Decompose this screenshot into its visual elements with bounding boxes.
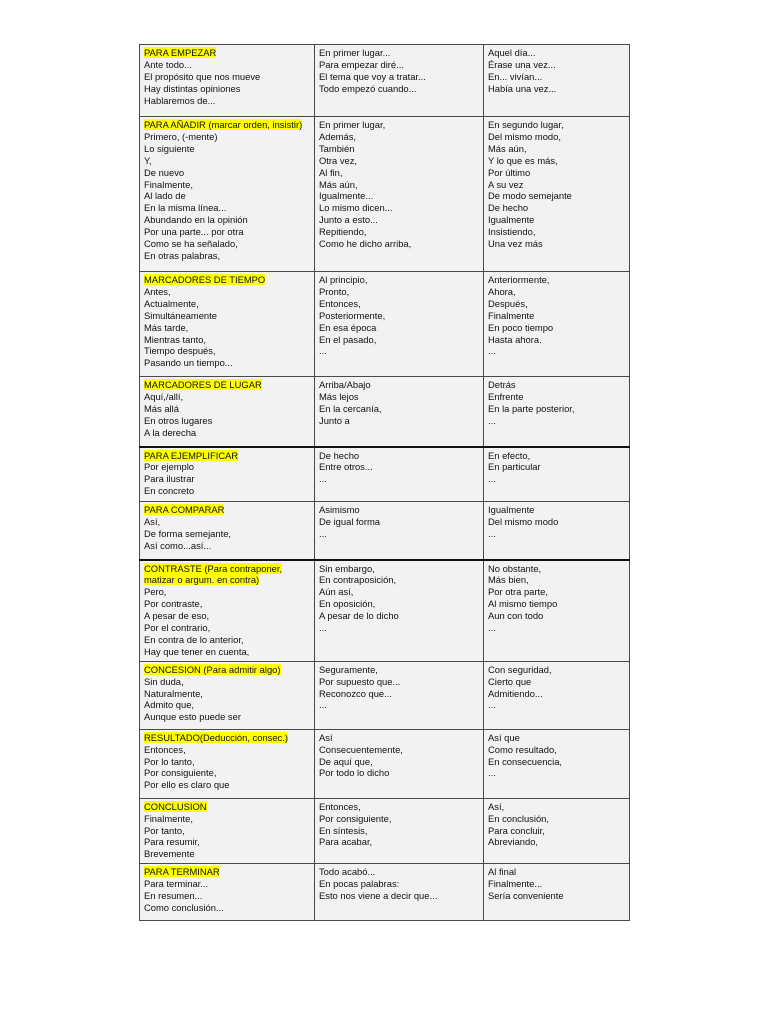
category-label: CONCESION [144, 663, 201, 675]
connector-item: Primero, (-mente) [144, 130, 218, 142]
connector-item: Consecuentemente, [319, 743, 403, 755]
connector-item: Sin embargo, [319, 562, 375, 574]
connector-item: Mientras tanto, [144, 333, 207, 345]
connector-item: Al principio, [319, 274, 368, 285]
connector-item: Aun con todo [488, 610, 544, 622]
category-label: PARA AÑADIR (marcar orden, insistir) [144, 119, 303, 130]
connector-item: En efecto, [488, 449, 531, 461]
connector-item: Y, [144, 154, 152, 166]
category-label: PARA EJEMPLIFICAR [144, 449, 239, 461]
connector-item: Por todo lo dicho [319, 767, 390, 779]
table-row [140, 729, 630, 798]
connector-item: De forma semejante, [144, 527, 232, 539]
connector-cell [315, 864, 484, 921]
connector-item: Para terminar... [144, 878, 209, 890]
connector-item: En oposición, [319, 598, 376, 610]
connector-cell [315, 272, 484, 377]
category-label: MARCADORES DE TIEMPO [144, 274, 266, 285]
connector-item: En la misma línea... [144, 202, 227, 214]
connector-cell [484, 661, 630, 729]
category-label: MARCADORES DE LUGAR [144, 379, 262, 390]
connector-item: Así como...así... [144, 539, 212, 551]
connector-item: Finalmente... [488, 878, 543, 890]
connector-item: En segundo lugar, [488, 119, 564, 130]
connector-item: En otras palabras, [144, 249, 221, 261]
connector-item: Naturalmente, [144, 687, 203, 699]
connector-item: Hay que tener en cuenta, [144, 645, 250, 657]
category-header [144, 504, 310, 516]
connector-item: Para concluir, [488, 824, 545, 836]
connector-item: De hecho [319, 449, 360, 461]
category-cell [140, 272, 315, 377]
connector-item: En pocas palabras: [319, 878, 400, 890]
connector-item: Y lo que es más, [488, 154, 558, 166]
connector-item: Hasta ahora. [488, 333, 542, 345]
connector-cell [484, 560, 630, 662]
connector-item: Por consiguiente, [144, 767, 217, 779]
category-label: PARA EMPEZAR [144, 47, 217, 58]
connector-item: De aquí que, [319, 755, 373, 767]
table-body [140, 45, 630, 921]
connector-item: En contra de lo anterior, [144, 633, 244, 645]
connector-item: Por último [488, 166, 531, 178]
category-header [144, 119, 310, 131]
connector-item: Al final [488, 866, 517, 878]
connector-item: Como resultado, [488, 743, 557, 755]
connector-item: Esto nos viene a decir que... [319, 890, 438, 902]
connector-cell [484, 447, 630, 502]
category-header [144, 664, 310, 676]
connector-item: Como conclusión... [144, 902, 224, 913]
connector-item: ... [488, 414, 496, 426]
connector-item: Al fin, [319, 166, 343, 178]
table-row [140, 447, 630, 502]
connector-item: Arriba/Abajo [319, 379, 371, 390]
connector-item: ... [488, 527, 496, 539]
connector-cell [484, 117, 630, 272]
connector-item: En primer lugar, [319, 119, 386, 130]
connector-item: Pasando un tiempo... [144, 357, 233, 369]
connector-item: Simultáneamente [144, 309, 217, 321]
connector-item: Brevemente [144, 848, 195, 860]
category-header [144, 379, 310, 391]
connector-item: Por ello es claro que [144, 779, 230, 791]
connector-item: Antes, [144, 285, 171, 297]
category-cell [140, 447, 315, 502]
connector-item: ... [488, 767, 496, 779]
category-cell [140, 864, 315, 921]
table-row [140, 377, 630, 447]
connector-item: Hablaremos de... [144, 94, 216, 106]
table-row [140, 117, 630, 272]
connector-item: Para empezar diré... [319, 58, 404, 70]
category-header [144, 47, 310, 59]
connector-item: Por una parte... por otra [144, 226, 244, 238]
category-cell [140, 560, 315, 662]
connector-cell [315, 729, 484, 798]
category-note: (Para admitir algo) [200, 663, 281, 675]
connector-item: Del mismo modo, [488, 130, 561, 142]
connector-item: Tiempo después, [144, 345, 216, 357]
connector-item: De igual forma [319, 515, 380, 527]
connector-item: Como he dicho arriba, [319, 238, 412, 250]
connector-item: En la cercanía, [319, 402, 382, 414]
connector-item: Más tarde, [144, 321, 189, 333]
connector-item: A pesar de eso, [144, 610, 210, 622]
connector-item: ... [488, 473, 496, 485]
connector-item: En poco tiempo [488, 321, 554, 333]
connector-item: ... [488, 345, 496, 357]
connector-item: Posteriormente, [319, 309, 386, 321]
category-label: CONTRASTE [144, 562, 202, 574]
connector-item: No obstante, [488, 562, 542, 574]
table-row [140, 560, 630, 662]
category-cell [140, 661, 315, 729]
connector-item: Así [319, 731, 333, 743]
connector-cell [315, 377, 484, 447]
connector-item: Por consiguiente, [319, 812, 392, 824]
connector-item: Sería conveniente [488, 890, 564, 902]
connector-item: Admito que, [144, 699, 195, 711]
connector-item: Finalmente, [144, 812, 193, 824]
connector-item: Entre otros... [319, 461, 373, 473]
connector-item: Al lado de [144, 190, 186, 202]
connector-item: Todo empezó cuando... [319, 82, 417, 94]
connector-item: Por tanto, [144, 824, 185, 836]
category-cell [140, 117, 315, 272]
connector-item: Por ejemplo [144, 461, 195, 473]
connector-item: Lo siguiente [144, 142, 195, 154]
category-cell [140, 729, 315, 798]
category-header [144, 274, 310, 286]
connector-item: Después, [488, 297, 528, 309]
connector-item: A la derecha [144, 426, 197, 438]
connector-item: Por otra parte, [488, 586, 548, 598]
connector-item: El tema que voy a tratar... [319, 70, 426, 82]
connector-item: ... [488, 699, 496, 711]
connector-item: Aunque esto puede ser [144, 711, 241, 723]
category-label: PARA TERMINAR [144, 866, 220, 878]
category-cell [140, 377, 315, 447]
connector-item: En la parte posterior, [488, 402, 575, 414]
connector-item: Para resumir, [144, 836, 200, 848]
connector-item: Ante todo... [144, 58, 192, 70]
connector-item: Así que [488, 731, 520, 743]
connector-cell [484, 864, 630, 921]
category-note: (Para contraponer, matizar o argum. en contra) [144, 562, 283, 586]
connector-cell [315, 798, 484, 864]
connector-item: ... [488, 622, 496, 634]
connector-item: Admitiendo... [488, 687, 543, 699]
connector-item: Para ilustrar [144, 473, 195, 485]
connector-item: Reconozco que... [319, 687, 392, 699]
connector-item: Actualmente, [144, 297, 199, 309]
connector-item: Había una vez... [488, 82, 557, 94]
connector-cell [484, 798, 630, 864]
connector-item: Igualmente [488, 504, 535, 515]
connector-item: Abundando en la opinión [144, 214, 248, 226]
connector-item: Así, [144, 515, 161, 527]
connector-item: Como se ha señalado, [144, 238, 238, 250]
category-label: PARA COMPARAR [144, 504, 225, 515]
connector-item: ... [319, 527, 327, 539]
connector-item: Entonces, [319, 800, 361, 812]
connectors-table [139, 44, 630, 921]
connector-item: De modo semejante [488, 190, 572, 202]
connector-item: Con seguridad, [488, 663, 552, 675]
category-header [144, 450, 310, 462]
connector-item: Más allá [144, 402, 179, 414]
connector-item: ... [319, 622, 327, 634]
connector-item: Aquel día... [488, 47, 536, 58]
connector-item: Sin duda, [144, 675, 184, 687]
table-row [140, 272, 630, 377]
connector-item: En... vivían... [488, 70, 543, 82]
category-cell [140, 502, 315, 560]
connector-item: Pero, [144, 586, 167, 598]
connector-cell [484, 272, 630, 377]
connector-item: El propósito que nos mueve [144, 70, 261, 82]
connector-item: Además, [319, 130, 356, 142]
connector-cell [315, 117, 484, 272]
connector-item: A pesar de lo dicho [319, 610, 399, 622]
connector-item: También [319, 142, 355, 154]
connector-item: Todo acabó... [319, 866, 376, 878]
connector-item: Repitiendo, [319, 226, 367, 238]
connector-item: Así, [488, 800, 505, 812]
connector-item: Para acabar, [319, 836, 373, 848]
connector-item: Enfrente [488, 390, 524, 402]
table-row [140, 661, 630, 729]
connector-item: En contraposición, [319, 574, 397, 586]
connector-item: Una vez más [488, 238, 543, 250]
connector-item: Por el contrario, [144, 622, 211, 634]
connector-item: De hecho [488, 202, 529, 214]
connector-cell [484, 45, 630, 117]
connector-item: Más lejos [319, 390, 359, 402]
table-row [140, 45, 630, 117]
connector-item: Ahora, [488, 285, 516, 297]
connector-item: De nuevo [144, 166, 185, 178]
table-row [140, 864, 630, 921]
category-cell [140, 45, 315, 117]
connector-item: En consecuencia, [488, 755, 563, 767]
connector-item: Lo mismo dicen... [319, 202, 393, 214]
connector-item: Abreviando, [488, 836, 539, 848]
connector-item: Entonces, [144, 743, 186, 755]
connector-item: Entonces, [319, 297, 361, 309]
category-header [144, 563, 310, 587]
connector-item: En resumen... [144, 890, 203, 902]
table-row [140, 798, 630, 864]
connector-item: Hay distintas opiniones [144, 82, 241, 94]
connector-item: Aquí,/allí, [144, 390, 184, 402]
connector-item: En el pasado, [319, 333, 377, 345]
connector-item: En síntesis, [319, 824, 368, 836]
connector-item: Por supuesto que... [319, 675, 401, 687]
connector-item: Detrás [488, 379, 516, 390]
connector-cell [315, 45, 484, 117]
connector-item: ... [319, 699, 327, 711]
category-header [144, 801, 310, 813]
connector-item: Finalmente, [144, 178, 193, 190]
connector-cell [484, 502, 630, 560]
connector-item: Finalmente [488, 309, 535, 321]
category-label: CONCLUSION [144, 800, 207, 812]
connector-item: En concreto [144, 485, 195, 497]
connector-item: Más aún, [488, 142, 527, 154]
connector-item: Más aún, [319, 178, 358, 190]
connector-item: Asimismo [319, 504, 360, 515]
connector-item: Seguramente, [319, 663, 378, 675]
connector-item: Junto a esto... [319, 214, 378, 226]
connector-item: Al mismo tiempo [488, 598, 558, 610]
connector-item: Érase una vez... [488, 58, 556, 70]
connector-item: Anteriormente, [488, 274, 550, 285]
connector-item: Por lo tanto, [144, 755, 195, 767]
category-cell [140, 798, 315, 864]
connector-item: Igualmente [488, 214, 535, 226]
connector-cell [315, 661, 484, 729]
connector-item: En primer lugar... [319, 47, 391, 58]
connector-cell [484, 377, 630, 447]
connector-cell [315, 560, 484, 662]
connector-cell [315, 447, 484, 502]
category-label: RESULTADO(Deducción, consec.) [144, 731, 288, 743]
connector-item: En conclusión, [488, 812, 549, 824]
connector-item: Por contraste, [144, 598, 203, 610]
connector-item: Igualmente... [319, 190, 374, 202]
connector-cell [315, 502, 484, 560]
category-header [144, 732, 310, 744]
connector-item: Junto a [319, 414, 350, 426]
connector-item: Insistiendo, [488, 226, 536, 238]
connector-item: Otra vez, [319, 154, 358, 166]
table-row [140, 502, 630, 560]
connector-item: A su vez [488, 178, 524, 190]
connector-item: Más bien, [488, 574, 529, 586]
connector-item: Cierto que [488, 675, 532, 687]
connector-item: ... [319, 345, 327, 357]
connector-cell [484, 729, 630, 798]
category-header [144, 866, 310, 878]
connector-item: Aún así, [319, 586, 354, 598]
connector-item: Del mismo modo [488, 515, 559, 527]
connector-item: Pronto, [319, 285, 350, 297]
connector-item: En esa época [319, 321, 377, 333]
connector-item: En particular [488, 461, 541, 473]
connector-item: ... [319, 473, 327, 485]
connector-item: En otros lugares [144, 414, 213, 426]
